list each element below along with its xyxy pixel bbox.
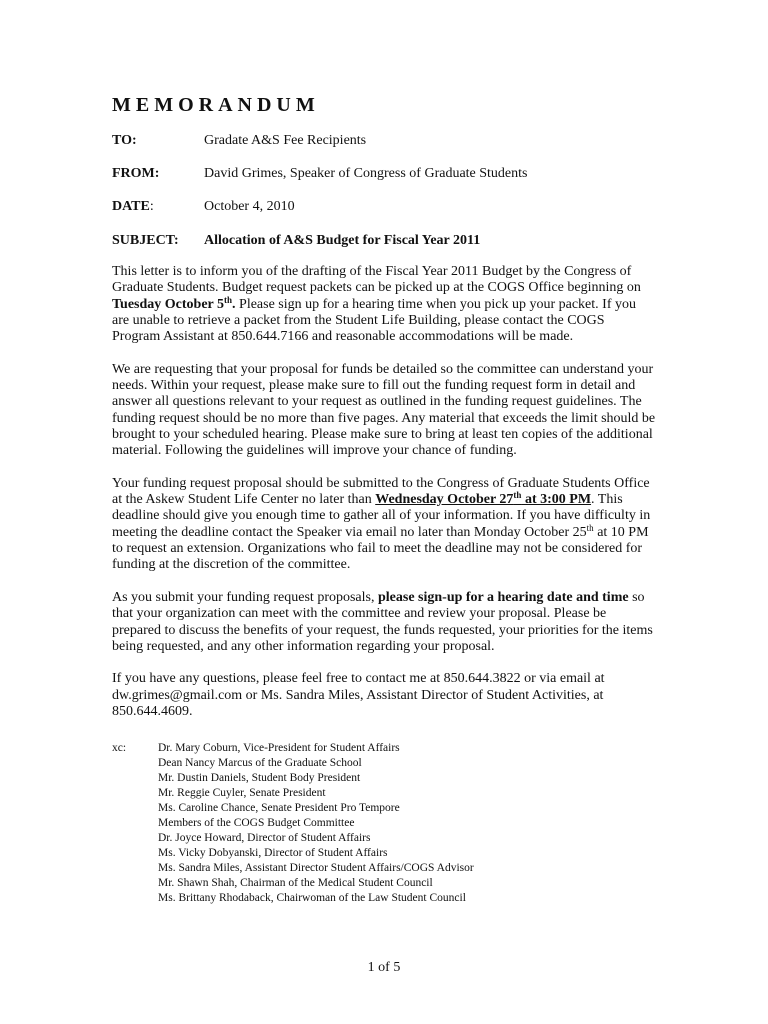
to-label: TO: bbox=[112, 133, 137, 148]
intro-text-rest: Please sign up for a hearing time when you pick up your packet. If you are unable to retrieve a packet from the Student Life Building, please contact the COGS Program Assistant at 850.644.7166 and reasonable accommodations will be made. bbox=[112, 296, 636, 345]
subject-row bbox=[112, 233, 480, 249]
xc-recipient: Ms. Caroline Chance, Senate President Pro Tempore bbox=[158, 801, 400, 814]
hearing-emphasis: please sign-up for a hearing date and time bbox=[377, 589, 629, 605]
deadline-date-text: Wednesday October 27 bbox=[375, 492, 514, 508]
xc-recipient: Mr. Dustin Daniels, Student Body President bbox=[158, 771, 361, 784]
to-row bbox=[112, 133, 366, 149]
date-label-wrap bbox=[112, 199, 204, 215]
page-indicator: 1 of 5 bbox=[367, 960, 401, 975]
deadline-date-suffix: th bbox=[513, 490, 522, 501]
deadline-time: at 3:00 PM bbox=[521, 492, 592, 508]
xc-label: xc: bbox=[112, 742, 127, 754]
hearing-intro: As you submit your funding request proposals, bbox=[112, 589, 378, 605]
subject-label: SUBJECT: bbox=[112, 233, 179, 248]
from-value: David Grimes, Speaker of Congress of Graduate Students bbox=[204, 166, 528, 181]
xc-recipient: Dr. Joyce Howard, Director of Student Affairs bbox=[158, 831, 371, 844]
memo-title: MEMORANDUM bbox=[112, 94, 320, 116]
from-label: FROM: bbox=[112, 166, 160, 181]
pickup-date-suffix: th bbox=[224, 294, 233, 305]
xc-recipient: Ms. Brittany Rhodaback, Chairwoman of the Law Student Council bbox=[158, 891, 466, 904]
deadline-intro: Your funding request proposal should be submitted to the Congress of Graduate Students Office at the Askew Student Life Center no later than bbox=[112, 475, 650, 508]
xc-recipient: Mr. Reggie Cuyler, Senate President bbox=[158, 786, 326, 799]
xc-recipient: Ms. Vicky Dobyanski, Director of Student Affairs bbox=[158, 846, 388, 859]
subject-value: Allocation of A&S Budget for Fiscal Year 2011 bbox=[204, 233, 481, 248]
intro-text: This letter is to inform you of the drafting of the Fiscal Year 2011 Budget by the Congress of Graduate Students. Budget request packets can be picked up at the COGS Office beginning on bbox=[112, 264, 641, 296]
xc-recipient: Mr. Shawn Shah, Chairman of the Medical Student Council bbox=[158, 876, 433, 889]
xc-recipient-list bbox=[158, 741, 578, 905]
paragraph-hearing bbox=[112, 590, 656, 655]
xc-recipient: Ms. Sandra Miles, Assistant Director Student Affairs/COGS Advisor bbox=[158, 861, 474, 874]
deadline-text-rest: at 10 PM to request an extension. Organizations who fail to meet the deadline may not be considered for funding at the discretion of the committee. bbox=[112, 524, 649, 573]
extension-date-suffix: th bbox=[586, 522, 594, 533]
date-value: October 4, 2010 bbox=[204, 199, 295, 214]
paragraph-deadline bbox=[112, 476, 656, 574]
from-row bbox=[112, 166, 527, 182]
pickup-date bbox=[112, 294, 236, 312]
deadline-text: . This deadline should give you enough time to gather all of your information. If you have difficulty in meeting the deadline contact the Speaker via email no later than Monday October 25 bbox=[112, 492, 651, 540]
date-row bbox=[112, 199, 295, 215]
date-label: DATE bbox=[112, 199, 150, 214]
hearing-text: so that your organization can meet with the committee and review your proposal. Please be prepared to discuss the benefits of your request, the funds requested, your priorities for the items being requested, and any other information regarding your proposal. bbox=[112, 589, 653, 654]
date-colon: : bbox=[149, 199, 154, 214]
pickup-date-period: . bbox=[232, 296, 236, 312]
pickup-date-text: Tuesday October 5 bbox=[112, 296, 225, 312]
paragraph-intro bbox=[112, 264, 656, 345]
xc-recipient: Dr. Mary Coburn, Vice-President for Student Affairs bbox=[158, 742, 400, 754]
memo-body bbox=[112, 264, 656, 737]
deadline-date bbox=[375, 492, 591, 507]
xc-recipient: Members of the COGS Budget Committee bbox=[158, 816, 355, 829]
to-value: Gradate A&S Fee Recipients bbox=[204, 133, 367, 148]
paragraph-contact: If you have any questions, please feel free to contact me at 850.644.3822 or via email at dw.grimes@gmail.com or Ms. Sandra Miles, Assistant Director of Student Activities, at 850.644.4609. bbox=[112, 671, 605, 720]
xc-recipient: Dean Nancy Marcus of the Graduate School bbox=[158, 756, 362, 769]
paragraph-requirements: We are requesting that your proposal for funds be detailed so the committee can understand your needs. Within your request, please make sure to fill out the funding request form in detail and answer all questions relevant to your request as outlined in the funding request guidelines. The funding request should be no more than five pages. Any material that exceeds the limit should be brought to your scheduled hearing. Please make sure to bring at least ten copies of the additional material. Following the guidelines will improve your chance of funding. bbox=[112, 361, 656, 459]
